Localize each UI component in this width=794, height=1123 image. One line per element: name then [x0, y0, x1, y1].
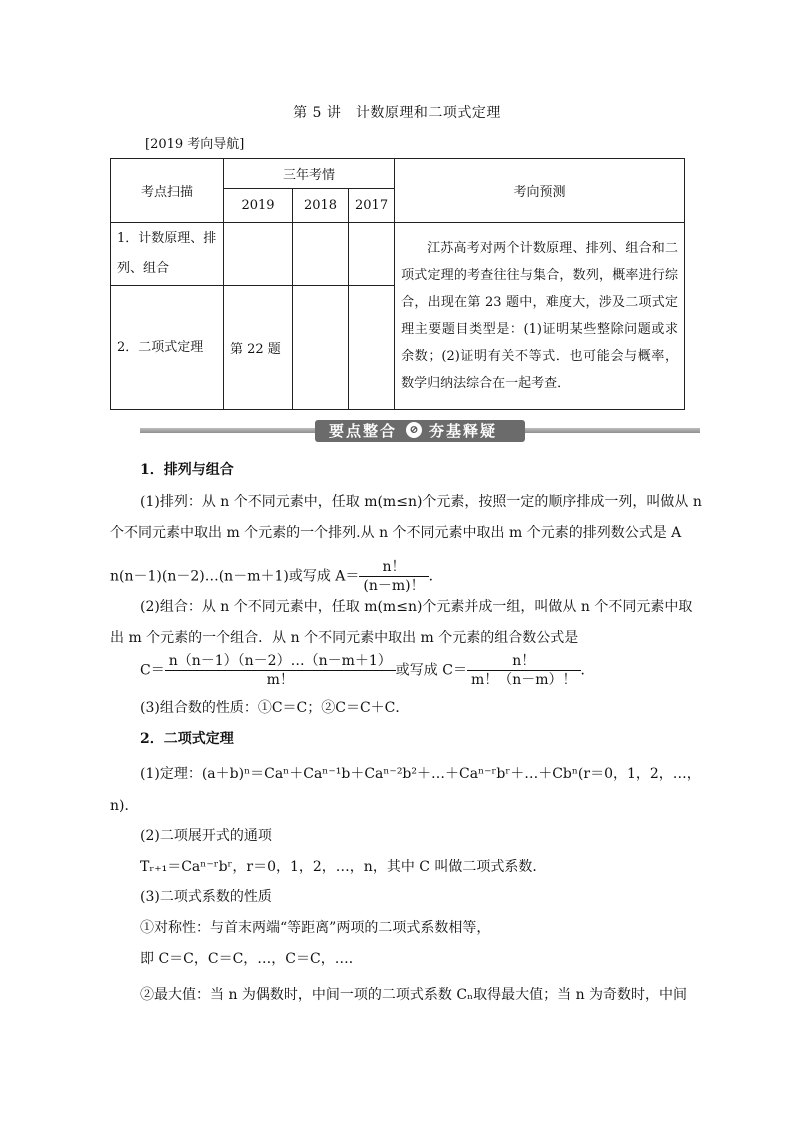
- perm-formula-text: n(n－1)(n－2)…(n－m＋1)或写成 A: [110, 568, 346, 585]
- header-prediction: 考向预测: [395, 159, 685, 223]
- comb-frac1-num: n（n－1）（n－2）…（n－m＋1）: [165, 652, 396, 671]
- header-year-2019: 2019: [224, 189, 293, 223]
- para-permutation-1: (1)排列：从 n 个不同元素中，任取 m(m≤n)个元素，按照一定的顺序排成一列，叫做从 n: [140, 494, 702, 510]
- row2-2017: [349, 286, 395, 410]
- prediction-text: 江苏高考对两个计数原理、排列、组合和二项式定理的考查往往与集合，数列，概率进行综合，出现在第 23 题中，难度大，涉及二项式定理主要题目类型是：(1)证明某些整除问题或求余数；(2)证明有关不等式．也可能会与概率，数学归纳法综合在一起考查．: [395, 223, 685, 410]
- heading-permutation: 1．排列与组合: [140, 462, 234, 478]
- header-years-group: 三年考情: [224, 159, 395, 189]
- comb-fraction-1: [165, 652, 396, 689]
- row1-2017: [349, 223, 395, 286]
- row1-2018: [293, 223, 349, 286]
- para-maximum: ②最大值：当 n 为偶数时，中间一项的二项式系数 Cₙ取得最大值；当 n 为奇数时，中间: [140, 987, 688, 1003]
- comb-frac2-num: n！: [467, 652, 581, 671]
- banner-circle-icon: ⊘: [406, 422, 422, 438]
- para-binomial-theorem: (1)定理：(a＋b)ⁿ＝Caⁿ＋Caⁿ⁻¹b＋Caⁿ⁻²b²＋…＋Caⁿ⁻ʳbʳ＋…＋Cbⁿ(r＝0，1，2，…，: [140, 766, 701, 782]
- para-permutation-2: 个不同元素中取出 m 个元素的一个排列.从 n 个不同元素中取出 m 个元素的排列数公式是 A: [110, 525, 682, 541]
- header-year-2018: 2018: [293, 189, 349, 223]
- para-general-term-heading: (2)二项展开式的通项: [140, 828, 272, 844]
- perm-frac-num: n！: [359, 558, 428, 577]
- para-general-term: Tᵣ₊₁＝Caⁿ⁻ʳbʳ，r＝0，1，2，…，n，其中 C 叫做二项式系数．: [140, 859, 547, 875]
- para-combination-3: C＝ $\frac{n(n-1)(n-2)\dots(n-m+1)}{m!}$ 或写成 C＝ $\frac{n!}{m!(n-m)!}$ ．: [140, 653, 595, 688]
- para-binomial-theorem-end: n)．: [110, 798, 139, 814]
- row1-topic: 1．计数原理、排列、组合: [111, 223, 224, 286]
- exam-overview-table: [110, 158, 685, 410]
- page-title: 第 5 讲 计数原理和二项式定理: [293, 105, 501, 121]
- banner-left-text: 要点整合: [329, 422, 398, 440]
- heading-binomial: 2．二项式定理: [140, 731, 234, 747]
- para-coeff-props-heading: (3)二项式系数的性质: [140, 889, 272, 905]
- row1-2019: [224, 223, 293, 286]
- para-permutation-3: n(n－1)(n－2)…(n－m＋1)或写成 A＝ $\frac{n!}{(n-m)!}$ ．: [110, 559, 443, 594]
- para-symmetry: ①对称性：与首末两端“等距离”两项的二项式系数相等，: [140, 920, 491, 936]
- comb-frac2-den: m！（n－m）！: [470, 672, 577, 688]
- comb-formula-mid: 或写成 C: [395, 662, 453, 679]
- perm-frac-den: (n－m)！: [363, 578, 425, 594]
- header-year-2017: 2017: [349, 189, 395, 223]
- row2-2018: [293, 286, 349, 410]
- nav-label: [2019 考向导航]: [145, 137, 245, 152]
- banner-badge: [315, 420, 525, 442]
- section-banner: [140, 420, 700, 442]
- row2-2019: 第 22 题: [224, 286, 293, 410]
- comb-fraction-2: [467, 652, 581, 689]
- comb-frac1-den: m！: [266, 672, 294, 688]
- para-combination-props: (3)组合数的性质：①C＝C；②C＝C＋C．: [140, 700, 410, 716]
- para-symmetry-formula: 即 C＝C，C＝C，…，C＝C，…．: [140, 951, 363, 967]
- header-topic: 考点扫描: [111, 159, 224, 223]
- row2-topic: 2．二项式定理: [111, 286, 224, 410]
- perm-fraction: [359, 558, 428, 595]
- banner-right-text: 夯基释疑: [429, 422, 498, 440]
- para-combination-1: (2)组合：从 n 个不同元素中，任取 m(m≤n)个元素并成一组，叫做从 n 个不同元素中取: [140, 599, 693, 615]
- para-combination-2: 出 m 个元素的一个组合．从 n 个不同元素中取出 m 个元素的组合数公式是: [110, 630, 579, 646]
